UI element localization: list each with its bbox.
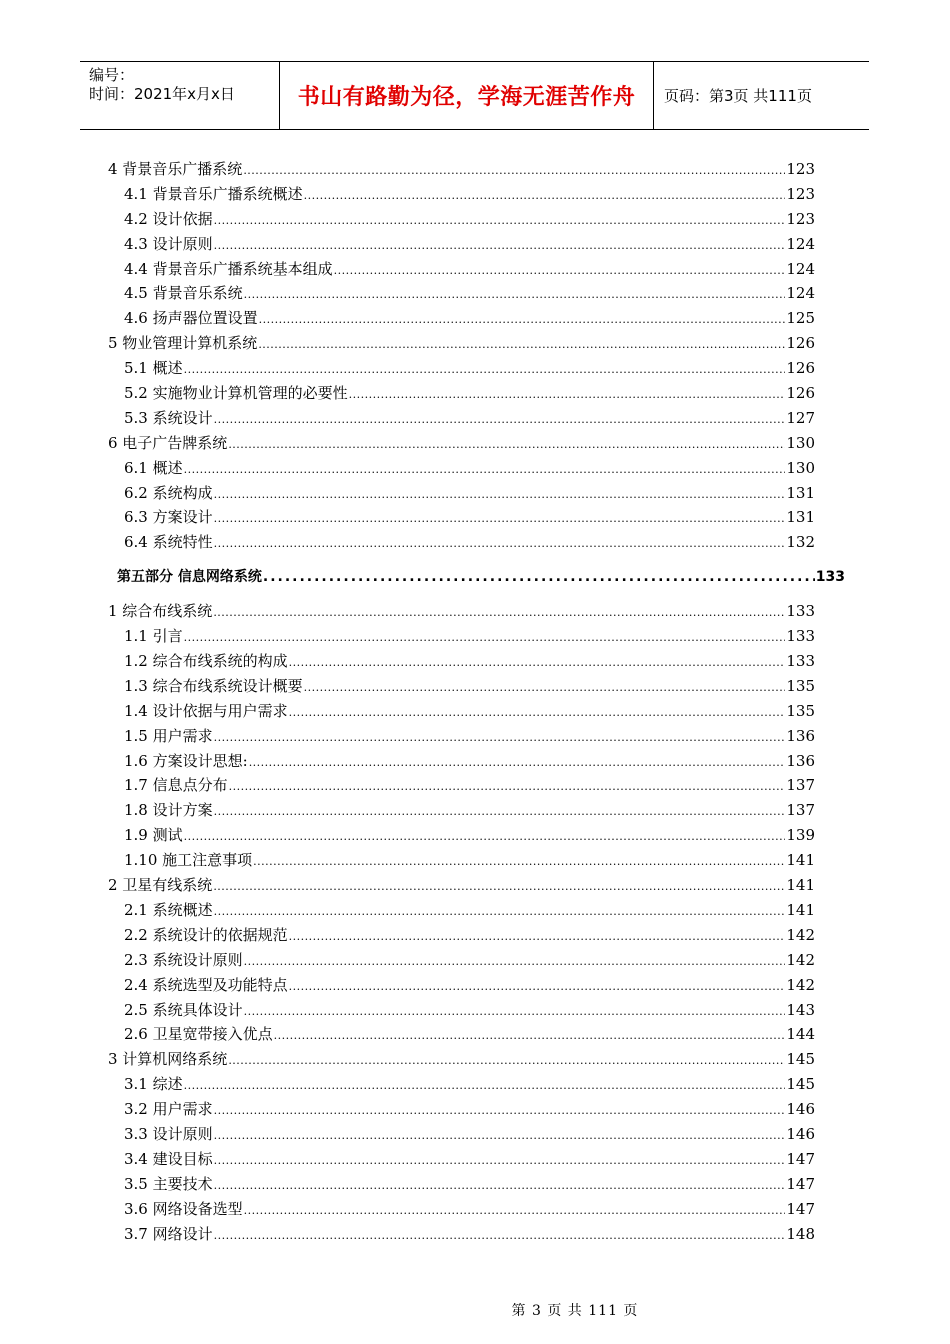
header-page-info: 页码：第3页 共111页 (664, 87, 812, 105)
toc-entry[interactable] (108, 1072, 815, 1097)
toc-entry-title: 3.1 综述 (124, 1075, 183, 1094)
toc-entry-page: 147 (786, 1174, 815, 1193)
toc-entry-title: 2.6 卫星宽带接入优点 (124, 1025, 273, 1044)
toc-entry[interactable] (108, 624, 815, 649)
toc-dot-leader (214, 1099, 786, 1124)
toc-entry[interactable] (108, 773, 815, 798)
toc-entry[interactable] (108, 232, 815, 257)
toc-entry-page: 126 (786, 359, 815, 378)
toc-entry[interactable] (108, 823, 815, 848)
toc-entry-page: 123 (786, 209, 815, 228)
toc-entry-page: 133 (786, 602, 815, 621)
toc-entry[interactable] (108, 406, 815, 431)
toc-dot-leader (334, 259, 786, 284)
toc-entry-title: 2 卫星有线系统 (108, 876, 213, 895)
header-motto-cell (280, 62, 654, 129)
toc-dot-leader (213, 601, 785, 626)
toc-dot-leader (214, 532, 786, 557)
toc-entry[interactable] (108, 281, 815, 306)
toc-entry[interactable] (108, 1097, 815, 1122)
toc-entry-page: 147 (786, 1149, 815, 1168)
toc-dot-leader (249, 751, 786, 776)
toc-dot-leader (304, 676, 786, 701)
toc-entry-title: 3.6 网络设备选型 (124, 1199, 243, 1218)
toc-dot-leader (228, 1049, 785, 1074)
toc-entry-title: 3.4 建设目标 (124, 1149, 213, 1168)
toc-entry[interactable] (108, 674, 815, 699)
toc-entry-title: 1.4 设计依据与用户需求 (124, 701, 288, 720)
toc-entry-title: 4.2 设计依据 (124, 209, 213, 228)
toc-entry-title: 3.5 主要技术 (124, 1174, 213, 1193)
toc-entry[interactable] (108, 530, 815, 555)
toc-entry-page: 136 (786, 726, 815, 745)
toc-entry-title: 1.8 设计方案 (124, 801, 213, 820)
toc-entry-title: 6.2 系统构成 (124, 483, 213, 502)
toc-entry[interactable] (108, 481, 815, 506)
toc-dot-leader (263, 555, 815, 599)
toc-entry-page: 130 (786, 458, 815, 477)
toc-entry-title: 1.3 综合布线系统设计概要 (124, 676, 303, 695)
toc-entry-title: 1.9 测试 (124, 826, 183, 845)
header-motto: 书山有路勤为径，学海无涯苦作舟 (297, 85, 636, 110)
toc-entry-page: 133 (786, 627, 815, 646)
toc-entry[interactable] (108, 749, 815, 774)
toc-entry[interactable] (108, 948, 815, 973)
page-footer (0, 1300, 950, 1320)
toc-dot-leader (214, 507, 786, 532)
toc-entry-title: 4.3 设计原则 (124, 234, 213, 253)
toc-entry-page: 132 (786, 533, 815, 552)
toc-entry[interactable] (108, 724, 815, 749)
toc-dot-leader (214, 900, 786, 925)
toc-entry[interactable] (108, 331, 815, 356)
toc-entry-title: 2.4 系统选型及功能特点 (124, 975, 288, 994)
toc-entry[interactable] (108, 381, 815, 406)
footer-page-number: 第 3 页 共 111 页 (511, 1303, 639, 1319)
toc-dot-leader (184, 825, 786, 850)
toc-entry-page: 142 (786, 950, 815, 969)
toc-entry[interactable] (108, 182, 815, 207)
toc-dot-leader (228, 433, 785, 458)
toc-dot-leader (243, 159, 785, 184)
toc-entry-page: 141 (786, 851, 815, 870)
toc-entry-title: 3 计算机网络系统 (108, 1050, 228, 1069)
toc-entry-title: 2.5 系统具体设计 (124, 1000, 243, 1019)
toc-entry-page: 123 (786, 184, 815, 203)
header-meta (80, 62, 280, 129)
toc-entry-title: 2.1 系统概述 (124, 900, 213, 919)
toc-entry[interactable] (108, 973, 815, 998)
toc-dot-leader (184, 626, 786, 651)
toc-entry-title: 1.5 用户需求 (124, 726, 213, 745)
toc-entry[interactable] (108, 1047, 815, 1072)
toc-entry-page: 147 (786, 1199, 815, 1218)
toc-entry-title: 6.4 系统特性 (124, 533, 213, 552)
toc-dot-leader (349, 383, 786, 408)
toc-entry-title: 5.1 概述 (124, 359, 183, 378)
toc-entry-page: 145 (786, 1050, 815, 1069)
toc-entry[interactable] (108, 306, 815, 331)
page-header (80, 61, 869, 130)
toc-entry-title: 1 综合布线系统 (108, 602, 213, 621)
toc-entry-page: 133 (786, 652, 815, 671)
toc-dot-leader (214, 726, 786, 751)
toc-dot-leader (214, 483, 786, 508)
toc-entry-title: 1.2 综合布线系统的构成 (124, 652, 288, 671)
toc-entry-title: 6.1 概述 (124, 458, 183, 477)
toc-entry-page: 135 (786, 676, 815, 695)
toc-dot-leader (214, 800, 786, 825)
toc-entry[interactable] (108, 1022, 815, 1047)
toc-dot-leader (258, 333, 785, 358)
toc-dot-leader (289, 925, 786, 950)
toc-entry-page: 142 (786, 975, 815, 994)
toc-entry-title: 1.7 信息点分布 (124, 776, 228, 795)
toc-dot-leader (184, 458, 786, 483)
toc-entry-page: 124 (786, 284, 815, 303)
toc-entry-title: 3.2 用户需求 (124, 1100, 213, 1119)
toc-entry-page: 125 (786, 309, 815, 328)
toc-dot-leader (214, 1124, 786, 1149)
toc-entry[interactable] (108, 998, 815, 1023)
toc-part-heading[interactable] (108, 555, 845, 599)
toc-entry-title: 5.2 实施物业计算机管理的必要性 (124, 384, 348, 403)
toc-dot-leader (253, 850, 785, 875)
toc-entry-page: 135 (786, 701, 815, 720)
toc-dot-leader (289, 651, 786, 676)
toc-entry-title: 3.3 设计原则 (124, 1124, 213, 1143)
toc-entry[interactable] (108, 356, 815, 381)
toc-entry-page: 137 (786, 776, 815, 795)
toc-dot-leader (244, 283, 786, 308)
toc-entry[interactable] (108, 649, 815, 674)
toc-entry-page: 141 (786, 900, 815, 919)
toc-entry-page: 131 (786, 483, 815, 502)
toc-entry-title: 第五部分 信息网络系统 (117, 569, 262, 586)
toc-entry-title: 4 背景音乐广播系统 (108, 160, 243, 178)
toc-entry[interactable] (108, 923, 815, 948)
toc-dot-leader (214, 1174, 786, 1199)
toc-entry-page: 130 (786, 433, 815, 452)
toc-entry[interactable] (108, 1147, 815, 1172)
toc-dot-leader (184, 358, 786, 383)
toc-entry-page: 141 (786, 876, 815, 895)
toc-entry[interactable] (108, 873, 815, 898)
toc-entry-title: 4.5 背景音乐系统 (124, 284, 243, 303)
toc-entry[interactable] (108, 599, 815, 624)
toc-entry-page: 146 (786, 1100, 815, 1119)
toc-dot-leader (214, 1224, 786, 1249)
toc-entry-title: 1.6 方案设计思想: (124, 751, 248, 770)
toc-entry-page: 126 (786, 384, 815, 403)
toc-entry-page: 133 (815, 569, 845, 586)
toc-entry-page: 126 (786, 334, 815, 353)
toc-entry-title: 4.1 背景音乐广播系统概述 (124, 184, 303, 203)
toc-entry-page: 144 (786, 1025, 815, 1044)
toc-entry-title: 1.1 引言 (124, 627, 183, 646)
toc-entry-page: 146 (786, 1124, 815, 1143)
toc-entry[interactable] (108, 898, 815, 923)
toc-entry[interactable] (108, 431, 815, 456)
toc-entry-page: 142 (786, 925, 815, 944)
document-time-label: 时间：2021年x月x日 (89, 85, 235, 103)
toc-entry-page: 123 (786, 160, 815, 178)
document-number-label: 编号： (89, 66, 135, 84)
toc-entry-title: 4.6 扬声器位置设置 (124, 309, 258, 328)
toc-entry-page: 127 (786, 408, 815, 427)
toc-dot-leader (214, 234, 786, 259)
toc-entry[interactable] (108, 1122, 815, 1147)
toc-entry-title: 4.4 背景音乐广播系统基本组成 (124, 259, 333, 278)
toc-dot-leader (274, 1024, 786, 1049)
toc-dot-leader (184, 1074, 786, 1099)
table-of-contents (108, 157, 845, 1246)
toc-dot-leader (229, 775, 786, 800)
toc-dot-leader (289, 975, 786, 1000)
toc-entry[interactable] (108, 1172, 815, 1197)
toc-entry-page: 124 (786, 259, 815, 278)
toc-entry-title: 1.10 施工注意事项 (124, 851, 253, 870)
toc-entry[interactable] (108, 207, 815, 232)
toc-dot-leader (213, 875, 785, 900)
toc-entry-title: 2.2 系统设计的依据规范 (124, 925, 288, 944)
toc-entry-page: 148 (786, 1224, 815, 1243)
toc-entry-title: 6.3 方案设计 (124, 508, 213, 527)
toc-dot-leader (244, 1000, 786, 1025)
toc-entry-page: 145 (786, 1075, 815, 1094)
toc-entry[interactable] (108, 505, 815, 530)
toc-entry-title: 2.3 系统设计原则 (124, 950, 243, 969)
toc-entry-page: 137 (786, 801, 815, 820)
toc-entry-page: 136 (786, 751, 815, 770)
toc-dot-leader (214, 1149, 786, 1174)
toc-dot-leader (259, 308, 786, 333)
toc-entry[interactable] (108, 848, 815, 873)
toc-entry-page: 131 (786, 508, 815, 527)
toc-entry[interactable] (108, 456, 815, 481)
toc-dot-leader (244, 1199, 786, 1224)
toc-entry-page: 143 (786, 1000, 815, 1019)
toc-dot-leader (244, 950, 786, 975)
toc-entry-title: 5 物业管理计算机系统 (108, 334, 258, 353)
toc-entry-title: 5.3 系统设计 (124, 408, 213, 427)
toc-entry[interactable] (108, 157, 815, 182)
toc-entry[interactable] (108, 1222, 815, 1247)
toc-dot-leader (214, 408, 786, 433)
toc-entry[interactable] (108, 257, 815, 282)
toc-entry[interactable] (108, 1197, 815, 1222)
toc-dot-leader (289, 701, 786, 726)
toc-entry-title: 6 电子广告牌系统 (108, 433, 228, 452)
toc-entry-page: 139 (786, 826, 815, 845)
toc-dot-leader (304, 184, 786, 209)
toc-dot-leader (214, 209, 786, 234)
toc-entry[interactable] (108, 699, 815, 724)
toc-entry-page: 124 (786, 234, 815, 253)
toc-entry[interactable] (108, 798, 815, 823)
toc-entry-title: 3.7 网络设计 (124, 1224, 213, 1243)
